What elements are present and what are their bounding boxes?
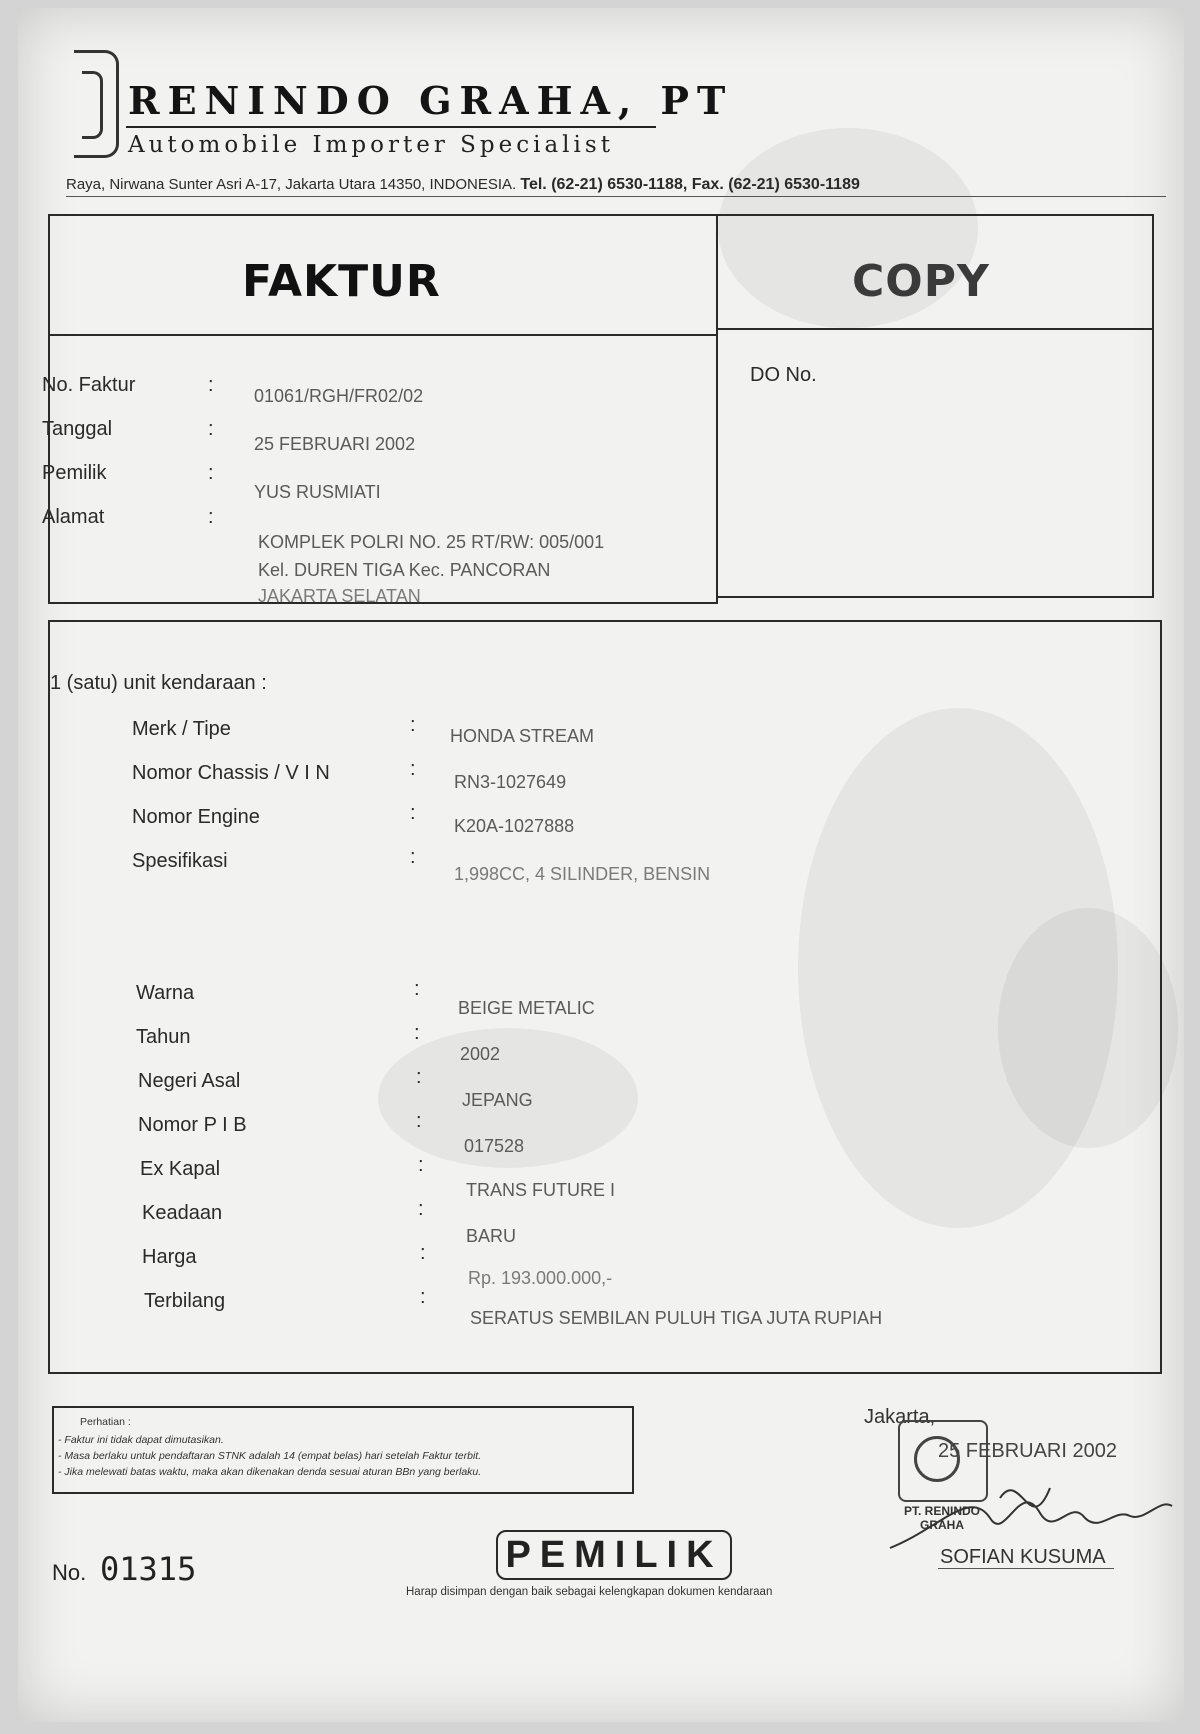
vehicle-ship: TRANS FUTURE I: [466, 1180, 616, 1200]
field-label: No. Faktur: [42, 374, 136, 396]
notice-line: - Faktur ini tidak dapat dimutasikan.: [58, 1434, 224, 1446]
spec-colon: :: [410, 802, 416, 824]
detail-colon: :: [414, 978, 420, 1000]
company-address: [66, 176, 1184, 194]
spec-colon: :: [410, 846, 416, 868]
spec-label: Nomor Chassis / V I N: [132, 762, 330, 784]
company-tagline: Automobile Importer Specialist: [128, 132, 614, 158]
detail-colon: :: [420, 1242, 426, 1264]
stamp-line1: PT. RENINDO: [903, 1504, 980, 1518]
spec-colon: :: [410, 758, 416, 780]
owner-copy-badge: PEMILIK: [496, 1530, 732, 1580]
vehicle-year: 2002: [460, 1044, 501, 1064]
vehicle-color: BEIGE METALIC: [458, 998, 595, 1018]
vehicle-condition: BARU: [466, 1226, 517, 1246]
address-text: Raya, Nirwana Sunter Asri A-17, Jakarta Utara 14350, INDONESIA.: [66, 176, 517, 193]
detail-colon: :: [416, 1110, 422, 1132]
notice-line: - Jika melewati batas waktu, maka akan dikenakan denda sesuai aturan BBn yang berlaku.: [58, 1466, 482, 1478]
invoice-date: 25 FEBRUARI 2002: [254, 434, 416, 454]
invoice-document: [18, 8, 1184, 1722]
spec-colon: :: [410, 714, 416, 736]
detail-label: Tahun: [136, 1026, 191, 1048]
detail-label: Harga: [142, 1246, 197, 1268]
detail-colon: :: [418, 1198, 424, 1220]
vehicle-origin-country: JEPANG: [462, 1090, 533, 1110]
detail-colon: :: [418, 1154, 424, 1176]
serial-number: 01315: [100, 1550, 197, 1588]
detail-label: Nomor P I B: [138, 1114, 247, 1136]
owner-name: YUS RUSMIATI: [254, 482, 381, 502]
signer-name: SOFIAN KUSUMA: [940, 1546, 1106, 1568]
copy-box-divider: [716, 328, 1152, 330]
header-rule: [66, 196, 1166, 197]
signing-city: Jakarta,: [864, 1406, 936, 1428]
spec-label: Spesifikasi: [132, 850, 228, 872]
spec-label: Nomor Engine: [132, 806, 260, 828]
notice-title: Perhatian :: [80, 1416, 131, 1428]
detail-colon: :: [414, 1022, 420, 1044]
field-label: Pemilik: [42, 462, 107, 484]
copy-title: COPY: [852, 256, 990, 307]
vehicle-intro: 1 (satu) unit kendaraan :: [50, 672, 267, 694]
company-logo-icon: [74, 50, 119, 158]
vehicle-engine-number: K20A-1027888: [454, 816, 575, 836]
field-colon: :: [208, 418, 214, 440]
detail-label: Keadaan: [142, 1202, 223, 1224]
invoice-box-divider: [48, 334, 716, 336]
owner-address-line1: KOMPLEK POLRI NO. 25 RT/RW: 005/001: [258, 532, 605, 552]
vehicle-specification: 1,998CC, 4 SILINDER, BENSIN: [454, 864, 711, 884]
signer-underline: [938, 1568, 1114, 1569]
detail-label: Terbilang: [144, 1290, 226, 1312]
serial-label: No.: [52, 1560, 87, 1585]
vehicle-pib-number: 017528: [464, 1136, 525, 1156]
field-colon: :: [208, 462, 214, 484]
detail-colon: :: [420, 1286, 426, 1308]
detail-colon: :: [416, 1066, 422, 1088]
spec-label: Merk / Tipe: [132, 718, 231, 740]
detail-label: Warna: [136, 982, 195, 1004]
contact-text: Tel. (62-21) 6530-1188, Fax. (62-21) 6530-1189: [520, 176, 860, 193]
field-label: Alamat: [42, 506, 105, 528]
detail-label: Negeri Asal: [138, 1070, 241, 1092]
signing-date: 25 FEBRUARI 2002: [938, 1440, 1117, 1462]
do-number-label: DO No.: [750, 364, 817, 386]
owner-address-line3: JAKARTA SELATAN: [258, 586, 421, 606]
owner-copy-note: Harap disimpan dengan baik sebagai kelengkapan dokumen kendaraan: [406, 1586, 773, 1598]
company-underline: [126, 126, 656, 128]
vehicle-price-in-words: SERATUS SEMBILAN PULUH TIGA JUTA RUPIAH: [470, 1308, 883, 1328]
field-colon: :: [208, 506, 214, 528]
owner-address-line2: Kel. DUREN TIGA Kec. PANCORAN: [258, 560, 551, 580]
company-name: RENINDO GRAHA, PT: [128, 78, 734, 123]
vehicle-price: Rp. 193.000.000,-: [468, 1268, 613, 1288]
field-colon: :: [208, 374, 214, 396]
field-label: Tanggal: [42, 418, 113, 440]
notice-line: - Masa berlaku untuk pendaftaran STNK adalah 14 (empat belas) hari setelah Faktur terbit.: [58, 1450, 482, 1462]
vehicle-brand-type: HONDA STREAM: [450, 726, 595, 746]
detail-label: Ex Kapal: [140, 1158, 221, 1180]
invoice-title: FAKTUR: [242, 256, 441, 307]
invoice-number: 01061/RGH/FR02/02: [254, 386, 424, 406]
vehicle-chassis-vin: RN3-1027649: [454, 772, 567, 792]
stamp-line2: GRAHA: [920, 1518, 964, 1532]
